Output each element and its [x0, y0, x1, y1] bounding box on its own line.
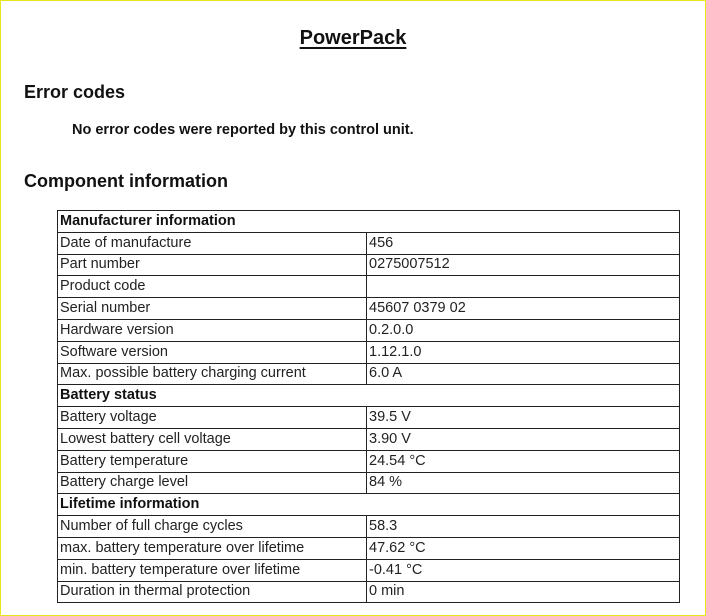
section-title-lifetime-information: Lifetime information	[58, 494, 680, 516]
row-label: Battery temperature	[58, 450, 367, 472]
row-value: 0 min	[367, 581, 680, 603]
table-row	[58, 559, 680, 581]
component-information-heading: Component information	[24, 171, 228, 191]
table-row	[58, 450, 680, 472]
row-label: Date of manufacture	[58, 232, 367, 254]
table-section-row	[58, 211, 680, 233]
table-row	[58, 254, 680, 276]
section-title-manufacturer-information: Manufacturer information	[58, 211, 680, 233]
row-value: 47.62 °C	[367, 537, 680, 559]
row-value: 0275007512	[367, 254, 680, 276]
table-row	[58, 407, 680, 429]
row-value: 1.12.1.0	[367, 341, 680, 363]
row-value: 6.0 A	[367, 363, 680, 385]
row-value: 58.3	[367, 516, 680, 538]
row-value: 45607 0379 02	[367, 298, 680, 320]
table-section-row	[58, 494, 680, 516]
row-value: 39.5 V	[367, 407, 680, 429]
row-label: min. battery temperature over lifetime	[58, 559, 367, 581]
row-label: Software version	[58, 341, 367, 363]
table-row	[58, 537, 680, 559]
row-label: Product code	[58, 276, 367, 298]
table-row	[58, 581, 680, 603]
row-label: Duration in thermal protection	[58, 581, 367, 603]
row-label: Serial number	[58, 298, 367, 320]
row-value: 456	[367, 232, 680, 254]
table-row	[58, 341, 680, 363]
row-label: max. battery temperature over lifetime	[58, 537, 367, 559]
table-row	[58, 516, 680, 538]
row-label: Battery voltage	[58, 407, 367, 429]
row-value: 24.54 °C	[367, 450, 680, 472]
error-codes-heading: Error codes	[24, 82, 126, 102]
row-label: Number of full charge cycles	[58, 516, 367, 538]
table-row	[58, 232, 680, 254]
row-value	[367, 276, 680, 298]
component-information-table	[57, 210, 680, 603]
document-title-text: PowerPack	[299, 27, 407, 49]
row-value: 3.90 V	[367, 428, 680, 450]
table-row	[58, 298, 680, 320]
table-row	[58, 276, 680, 298]
row-value: 0.2.0.0	[367, 319, 680, 341]
row-label: Hardware version	[58, 319, 367, 341]
table-row	[58, 428, 680, 450]
row-label: Max. possible battery charging current	[58, 363, 367, 385]
error-codes-message: No error codes were reported by this control unit.	[72, 122, 414, 138]
row-label: Part number	[58, 254, 367, 276]
table-row	[58, 472, 680, 494]
table-row	[58, 319, 680, 341]
row-label: Battery charge level	[58, 472, 367, 494]
document-title	[1, 25, 705, 51]
table-row	[58, 363, 680, 385]
row-label: Lowest battery cell voltage	[58, 428, 367, 450]
section-title-battery-status: Battery status	[58, 385, 680, 407]
table-section-row	[58, 385, 680, 407]
row-value: -0.41 °C	[367, 559, 680, 581]
row-value: 84 %	[367, 472, 680, 494]
